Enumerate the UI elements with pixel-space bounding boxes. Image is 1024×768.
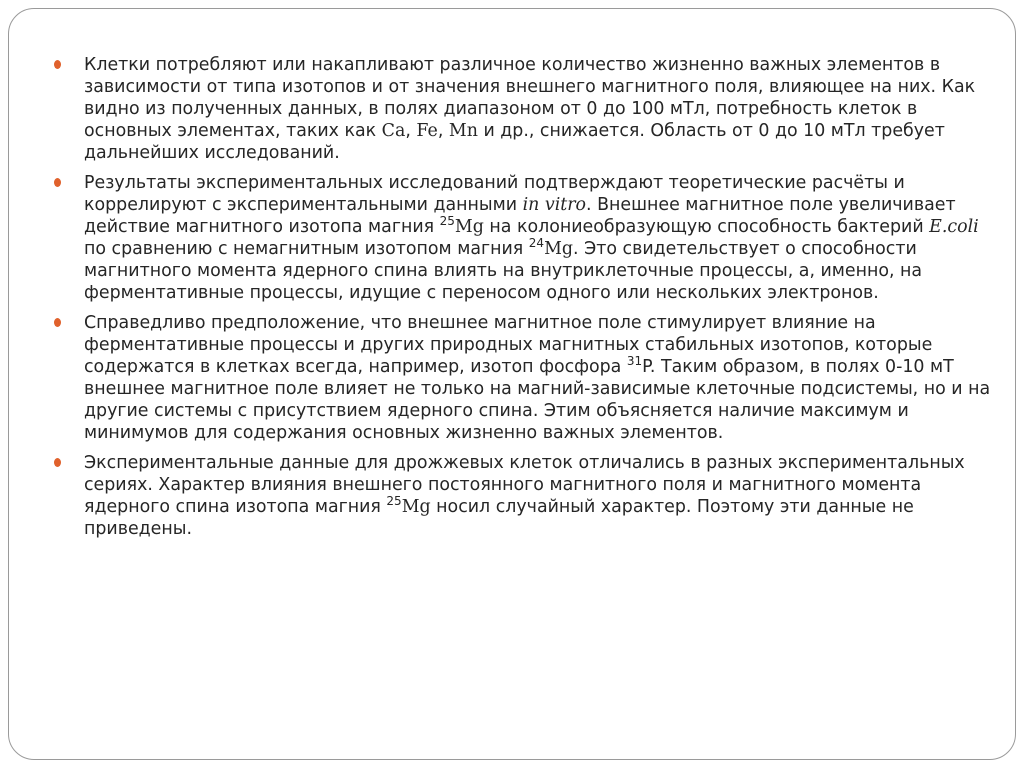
bullet-text: по сравнению с немагнитным изотопом магния [84,239,529,259]
bullet-dot-icon [54,60,61,69]
bullet-dot-icon [54,318,61,327]
bullet-text: носил случайный характер. Поэтому эти данные не приведены. [84,497,914,539]
bullet-text: . Внешнее магнитное поле увеличивает действие магнитного изотопа магния [84,195,956,237]
bullet-dot-icon [54,178,61,187]
bullet-item [60,54,1000,164]
bullet-item [60,172,1000,304]
superscript-isotope-number: 24 [528,236,545,251]
bullet-item [60,312,1000,444]
bullet-dot-icon [54,458,61,467]
bullet-text: на колониеобразующую способность бактерий [483,217,930,237]
bullet-text: Справедливо предположение, что внешнее магнитное поле стимулирует влияние на ферментативные процессы и других природных магнитных стабильных изотопов, которые содержатся в клетках всегда, например, изотоп фосфора [84,313,933,377]
italic-term: in vitro [522,195,587,215]
bullet-text: и др., снижается. Область от 0 до 10 мТл требует дальнейших исследований. [84,121,945,163]
chemical-symbol: Fe [416,121,438,141]
italic-term: E.coli [929,217,979,237]
bullet-text: Результаты экспериментальных исследований подтверждают теоретические расчёты и коррелируют с экспериментальными данными [84,173,905,215]
bullet-text: Клетки потребляют или накапливают различное количество жизненно важных элементов в зависимости от типа изотопов и от значения внешнего магнитного поля, влияющее на них. Как видно из полученных данных, в полях диапазоном от 0 до 100 мТл, потребность клеток в основных элементах, таких как [84,55,976,141]
chemical-symbol: Mn [448,121,478,141]
chemical-symbol: Mg [454,217,484,237]
bullet-text: Экспериментальные данные для дрожжевых клеток отличались в разных экспериментальных сериях. Характер влияния внешнего постоянного магнитного поля и магнитного момента ядерного спина изотопа магния [84,453,965,517]
superscript-isotope-number: 31 [626,354,643,369]
bullet-item [60,452,1000,540]
bullet-text: P. Таким образом, в полях 0-10 мТ внешнее магнитное поле влияет не только на магний-зависимые клеточные подсистемы, но и на другие системы с присутствием ядерного спина. Этим объясняется наличие максимум и минимумов для содержания основных жизненно важных элементов. [84,357,991,443]
superscript-isotope-number: 25 [439,214,455,229]
bullet-text: . Это свидетельствует о способности магнитного момента ядерного спина влиять на внутриклеточные процессы, а, именно, на ферментативные процессы, идущие с переносом одного или нескольких электронов. [84,239,923,303]
bullet-text: , [437,121,449,141]
chemical-symbol: Mg [544,239,574,259]
superscript-isotope-number: 25 [386,494,402,509]
chemical-symbol: Mg [401,497,431,517]
bullet-text: , [405,121,417,141]
bullet-list [60,54,1000,548]
chemical-symbol: Ca [381,121,406,141]
